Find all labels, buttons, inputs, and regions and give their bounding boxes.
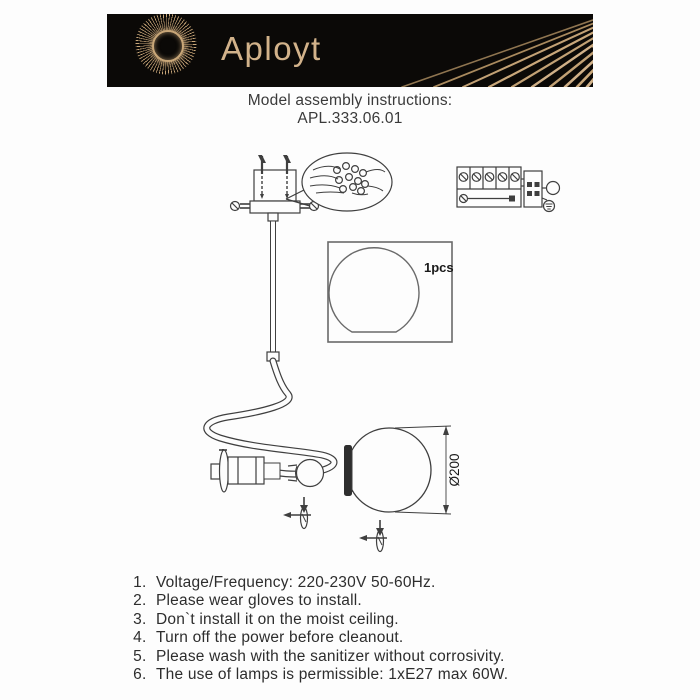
lamp-symbol-icon xyxy=(547,182,560,195)
side-screw-icon xyxy=(231,202,251,211)
ground-symbol-icon xyxy=(544,201,555,212)
instruction-item: 2. Please wear gloves to install. xyxy=(151,592,595,610)
hand-tighten-callout xyxy=(286,153,392,211)
brand-name: Aployt xyxy=(221,30,322,67)
instruction-item: 5. Please wash with the sanitizer without corrosivity. xyxy=(151,648,595,666)
instruction-item: 4. Turn off the power before cleanout. xyxy=(151,629,595,647)
instruction-item: 1. Voltage/Frequency: 220-230V 50-60Hz. xyxy=(151,574,595,592)
model-number: APL.333.06.01 xyxy=(297,109,403,127)
instructions-list xyxy=(125,574,595,684)
assembly-diagram xyxy=(100,140,600,570)
lamp-assembly-drawing xyxy=(207,221,334,492)
brand-banner xyxy=(107,14,593,87)
package-count-label: 1pcs xyxy=(424,260,454,275)
sphere-diameter-label: Ø200 xyxy=(447,453,462,487)
instruction-item: 3. Don`t install it on the moist ceiling. xyxy=(151,611,595,629)
lamp-socket-drawing xyxy=(211,449,280,492)
package-box xyxy=(328,242,454,342)
decorative-rays-icon xyxy=(107,14,593,87)
sphere-side-view xyxy=(344,426,462,514)
instruction-item: 6. The use of lamps is permissible: 1xE27 max 60W. xyxy=(151,666,595,684)
screw-direction-icon xyxy=(283,497,311,529)
title-block xyxy=(0,92,700,127)
page-title: Model assembly instructions: xyxy=(247,92,453,109)
screw-direction-icon xyxy=(359,520,387,552)
wiring-diagram xyxy=(457,167,560,212)
shade-mount-plate xyxy=(344,445,352,496)
